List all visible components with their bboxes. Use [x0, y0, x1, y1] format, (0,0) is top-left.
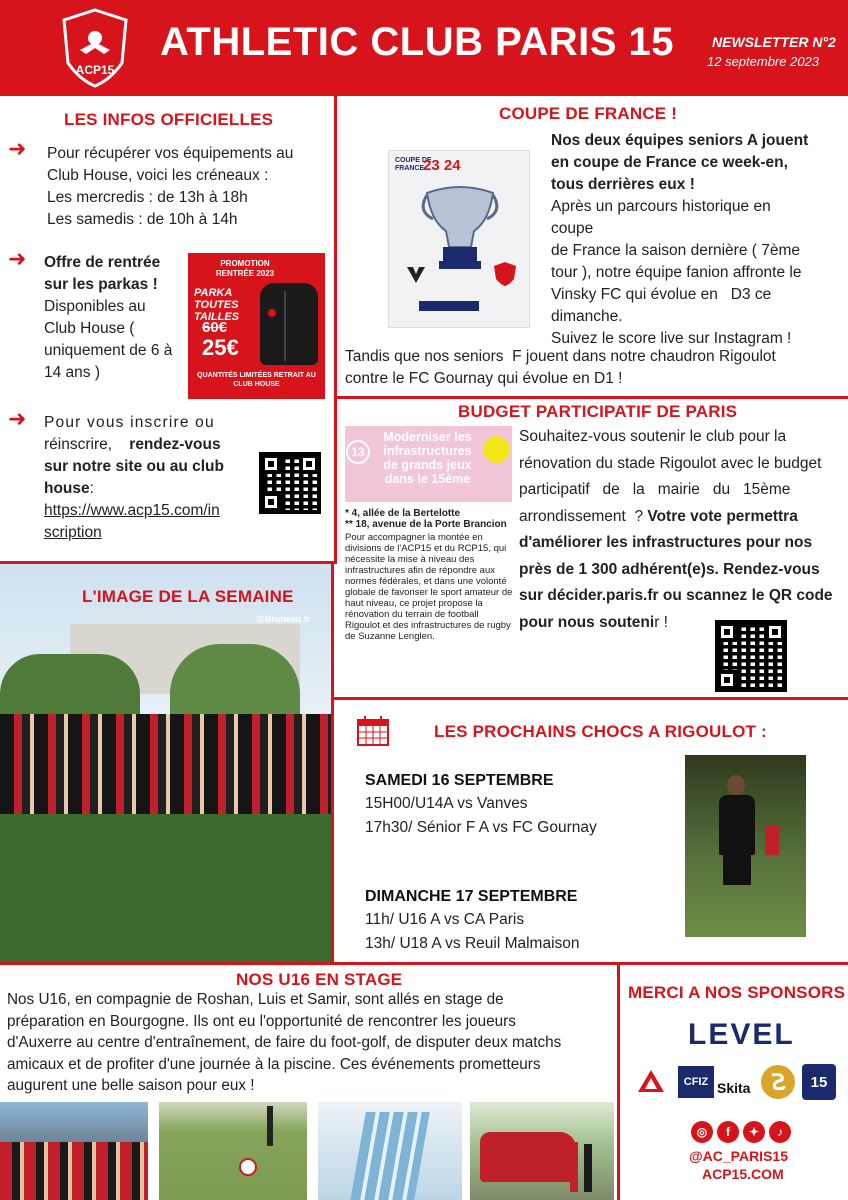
text-line: Club House (: [44, 320, 135, 337]
section-title-coupe: COUPE DE FRANCE !: [499, 104, 678, 123]
player-photo[interactable]: [685, 755, 806, 937]
website-link[interactable]: ACP15.COM: [702, 1166, 784, 1182]
photo-watermark: @Bruneau.fr: [256, 614, 311, 624]
text-span: r !: [654, 613, 668, 631]
stage-photo-footgolf[interactable]: [159, 1102, 307, 1200]
promo-badge: PROMOTION RENTRÉE 2023: [215, 259, 275, 278]
text-line: 14 ans ): [44, 364, 101, 381]
sponsor-level-logo[interactable]: LEVEL: [688, 1018, 795, 1051]
arrow-icon: ➜: [8, 136, 27, 161]
player-shirt: [719, 795, 755, 855]
instagram-icon[interactable]: ◎: [691, 1121, 713, 1143]
arrow-icon: ➜: [8, 246, 27, 271]
stage-photo-group[interactable]: [0, 1102, 148, 1200]
match-item: 11h/ U16 A vs CA Paris: [365, 911, 525, 928]
project-title: Moderniser les infrastructures de grands jeux dans le 15ème: [383, 430, 472, 486]
text-line: Tandis que nos seniors F jouent dans notre chaudron Rigoulot: [345, 348, 776, 365]
section-title-sponsors: MERCI A NOS SPONSORS: [628, 983, 846, 1002]
text-line: [44, 478, 249, 500]
stage-photo-piscine[interactable]: [318, 1102, 462, 1200]
trophy-icon: [419, 181, 501, 273]
player-head: [727, 775, 745, 795]
sponsor-mairie-15-logo[interactable]: 15: [802, 1064, 836, 1100]
text-line: dimanche.: [551, 308, 623, 325]
text-line: Offre de rentrée: [44, 254, 161, 271]
text-line: [44, 434, 249, 456]
text-line: ** 18, avenue de la Porte Brancion: [345, 519, 507, 530]
stage-text: [7, 989, 617, 1097]
text-line: de France la saison dernière ( 7ème: [551, 242, 800, 259]
player-red: [765, 825, 779, 855]
text-line: sur les parkas !: [44, 276, 158, 293]
registration-link[interactable]: https://www.acp15.com/in: [44, 502, 220, 519]
facebook-icon[interactable]: f: [717, 1121, 739, 1143]
water-slides: [350, 1112, 430, 1200]
project-description: Pour accompagner la montée en divisions de l'ACP15 et du RCP15, qui nécessite la mise à niveau des infrastructures afin de répondre aux normes fédérales, et dans une volonté globale de favoriser le sport amateur de haut niveau, ce projet propose la rénovation du terrain de football Rigoulot et des infrastructures de rugby de Suzanne Lenglen.: [345, 532, 513, 642]
text-line: préparation en Bourgogne. Ils ont eu l'opportunité de rencontrer les joueurs: [7, 1012, 516, 1030]
text-span: arrondissement ?: [519, 507, 644, 525]
text-line: Souhaitez-vous soutenir le club pour la: [519, 428, 787, 445]
match-item: 17h30/ Sénior F A vs FC Gournay: [365, 819, 597, 836]
text-line: contre le FC Gournay qui évolue en D1 !: [345, 370, 623, 387]
text-line: [519, 504, 838, 531]
text-line: Les samedis : de 10h à 14h: [47, 211, 238, 228]
stage-players: [0, 1142, 148, 1200]
section-title-infos: LES INFOS OFFICIELLES: [64, 110, 274, 129]
club-logo[interactable]: [60, 8, 130, 88]
text-line: près de 1 300 adhérent(e)s. Rendez-vous: [519, 560, 820, 578]
text-line: en coupe de France ce week-en,: [551, 154, 788, 171]
text-line: Les mercredis : de 13h à 18h: [47, 189, 248, 206]
project-number: 13: [346, 440, 370, 464]
badge-icon: [483, 436, 510, 463]
qr-code-registration[interactable]: [259, 452, 321, 514]
promo-old-price: 60€: [202, 319, 228, 336]
text-span: house: [44, 480, 90, 497]
divider: [0, 962, 848, 965]
text-line: Disponibles au: [44, 298, 146, 315]
poster-banner: [419, 301, 479, 311]
qr-code-budget[interactable]: [715, 620, 787, 692]
poster-label: COUPE DE FRANCE: [395, 157, 432, 172]
divider: [617, 962, 620, 1200]
text-line: [519, 610, 838, 637]
promo-new-price: 25€: [202, 335, 239, 360]
text-line: amicaux et de profiter d'une journée à la piscine. Ces événements prometteurs: [7, 1055, 541, 1073]
match-item: 15H00/U14A vs Vanves: [365, 795, 528, 812]
acp15-logo-icon: [493, 261, 517, 287]
text-line: rénovation du stade Rigoulot avec le budget: [519, 454, 822, 472]
arrow-icon: ➜: [8, 406, 27, 431]
poster-year: 23 24: [423, 157, 461, 174]
text-line: * 4, allée de la Bertelotte: [345, 508, 461, 519]
divider: [334, 96, 337, 563]
sponsor-credit-mutuel-logo[interactable]: [636, 1068, 666, 1094]
text-line: sur décider.paris.fr ou scannez le QR code: [519, 587, 833, 604]
matches-list: [365, 770, 675, 956]
text-line: augurent une belle saison pour eux !: [7, 1077, 255, 1094]
divider: [334, 697, 848, 700]
coupe-poster[interactable]: [388, 150, 530, 328]
infos-item-registration: [44, 412, 249, 544]
logo-text: ACP15: [75, 63, 115, 77]
text-line: Nos deux équipes seniors A jouent: [551, 132, 809, 149]
section-title-image: L'IMAGE DE LA SEMAINE: [82, 587, 294, 606]
newsletter-title: ATHLETIC CLUB PARIS 15: [160, 20, 674, 64]
infos-item-parkas: [44, 252, 184, 384]
section-title-stage: NOS U16 EN STAGE: [236, 970, 403, 989]
sponsor-cfiz-logo[interactable]: CFIZ: [678, 1066, 714, 1098]
text-span: Votre vote permettra: [647, 507, 798, 525]
newsletter-number: NEWSLETTER N°2: [712, 34, 836, 50]
budget-text: [519, 424, 838, 636]
team-photo[interactable]: [0, 564, 331, 962]
player-shorts: [723, 855, 751, 885]
stage-photo-van[interactable]: [470, 1102, 614, 1200]
promo-parka-card[interactable]: [188, 253, 325, 399]
text-line: Pour vous inscrire ou: [44, 414, 215, 431]
text-line: Après un parcours historique en coupe: [551, 198, 771, 237]
vinsky-logo-icon: [405, 263, 427, 285]
twitter-icon[interactable]: ✦: [743, 1121, 765, 1143]
text-line: uniquement de 6 à: [44, 342, 173, 359]
divider: [331, 561, 334, 964]
coupe-bottom-text: [345, 346, 845, 390]
budget-project-card[interactable]: [345, 426, 512, 502]
text-line: d'améliorer les infrastructures pour nos: [519, 534, 813, 551]
text-span: rendez-vous: [129, 436, 221, 453]
player-figure: [267, 1106, 273, 1146]
tiktok-icon[interactable]: ♪: [769, 1121, 791, 1143]
football-icon: [239, 1158, 257, 1176]
player-figure: [570, 1142, 578, 1192]
text-line: participatif de la mairie du 15ème: [519, 481, 791, 498]
infos-item-equipment: [47, 143, 332, 231]
budget-card-details: [345, 508, 513, 642]
text-line: d'Auxerre au centre d'entraînement, de faire du foot-golf, de disputer deux matchs: [7, 1034, 562, 1051]
text-span: :: [89, 480, 94, 497]
sponsor-skita-logo[interactable]: Skita: [717, 1080, 751, 1096]
match-day: DIMANCHE 17 SEPTEMBRE: [365, 888, 578, 905]
player-figure: [584, 1144, 592, 1192]
text-line: Vinsky FC qui évolue en D3 ce: [551, 286, 772, 303]
text-span: pour nous souteni: [519, 613, 655, 631]
red-van: [480, 1132, 576, 1182]
coupe-text: [551, 130, 813, 350]
calendar-icon: [356, 715, 392, 747]
text-line: sur notre site ou au club: [44, 458, 224, 475]
registration-link[interactable]: scription: [44, 524, 102, 541]
team-players: [0, 714, 331, 814]
section-title-chocs: LES PROCHAINS CHOCS A RIGOULOT :: [434, 722, 767, 741]
social-links: [691, 1121, 791, 1143]
section-title-budget: BUDGET PARTICIPATIF DE PARIS: [458, 402, 738, 421]
text-line: tous derrières eux !: [551, 176, 695, 193]
match-item: 13h/ U18 A vs Reuil Malmaison: [365, 935, 580, 952]
text-line: tour ), notre équipe fanion affronte le: [551, 264, 802, 281]
text-line: Suivez le score live sur Instagram !: [551, 330, 792, 347]
text-line: Club House, voici les créneaux :: [47, 167, 269, 184]
text-line: Pour récupérer vos équipements au: [47, 145, 294, 162]
social-handle[interactable]: @AC_PARIS15: [689, 1148, 788, 1164]
promo-title: PARKA TOUTES TAILLES: [194, 287, 240, 323]
divider: [334, 396, 848, 399]
match-day: SAMEDI 16 SEPTEMBRE: [365, 772, 554, 789]
text-span: réinscrire,: [44, 436, 113, 453]
newsletter-date: 12 septembre 2023: [707, 54, 820, 69]
promo-footer: QUANTITÉS LIMITÉES RETRAIT AU CLUB HOUSE: [197, 372, 316, 388]
parka-image: [260, 283, 318, 365]
sponsor-gold-logo[interactable]: [760, 1064, 796, 1100]
text-line: Nos U16, en compagnie de Roshan, Luis et Samir, sont allés en stage de: [7, 991, 504, 1008]
